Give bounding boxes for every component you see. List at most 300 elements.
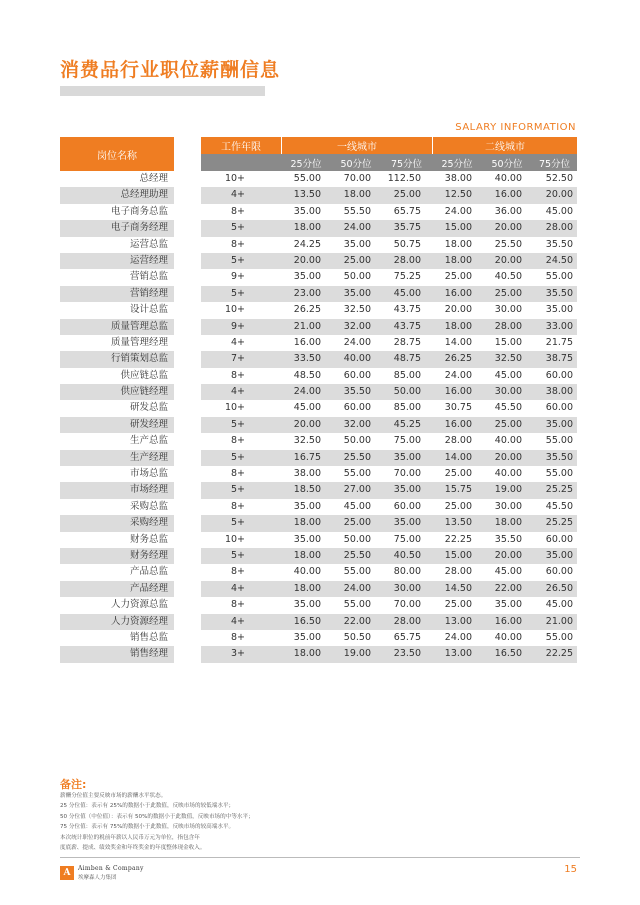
row-values — [201, 351, 577, 367]
years-cell: 8+ — [230, 205, 245, 217]
position-name: 采购总监 — [129, 500, 168, 512]
t1-p75-cell: 65.75 — [393, 631, 421, 643]
t2-p75-cell: 33.00 — [545, 320, 573, 332]
t2-p75-cell: 55.00 — [545, 468, 573, 480]
t2-p25-cell: 24.00 — [444, 631, 472, 643]
t2-p75-cell: 45.50 — [545, 500, 573, 512]
position-name: 人力资源总监 — [110, 599, 168, 611]
row-values — [201, 253, 577, 269]
t1-p25-cell: 23.00 — [293, 287, 321, 299]
t1-p75-cell: 28.00 — [393, 615, 421, 627]
row-values — [201, 646, 577, 662]
t2-p25-cell: 28.00 — [444, 566, 472, 578]
t1-p25-cell: 18.00 — [293, 222, 321, 234]
t2-p25-cell: 12.50 — [444, 189, 472, 201]
years-cell: 8+ — [230, 435, 245, 447]
t1-p25-cell: 33.50 — [293, 353, 321, 365]
position-name: 电子商务总监 — [110, 205, 168, 217]
t2-p75-cell: 55.00 — [545, 435, 573, 447]
table-row — [0, 466, 640, 482]
table-row — [0, 351, 640, 367]
t2-p75-cell: 45.00 — [545, 205, 573, 217]
t2-p50-cell: 19.00 — [494, 484, 522, 496]
table-row — [0, 335, 640, 351]
t1-p50-cell: 55.00 — [343, 599, 371, 611]
t2-p75-cell: 35.00 — [545, 304, 573, 316]
t1-p75-cell: 75.25 — [393, 271, 421, 283]
table-row — [0, 417, 640, 433]
notes-text — [60, 791, 254, 853]
t1-p50-cell: 70.00 — [343, 173, 371, 184]
position-name: 生产经理 — [60, 450, 174, 466]
position-name: 设计总监 — [129, 304, 168, 316]
row-values — [201, 548, 577, 564]
t1-p25-cell: 16.75 — [293, 451, 321, 463]
row-values — [201, 450, 577, 466]
t1-p25-cell: 21.00 — [293, 320, 321, 332]
footer-divider — [60, 857, 580, 858]
table-row — [0, 400, 640, 416]
position-name: 供应链经理 — [60, 384, 174, 400]
t2-p75-cell: 24.50 — [545, 254, 573, 266]
t2-p25-cell: 24.00 — [444, 369, 472, 381]
t1-p75-cell: 35.00 — [393, 451, 421, 463]
t2-p50-cell: 40.00 — [494, 631, 522, 643]
t2-p75-cell: 35.50 — [545, 238, 573, 250]
t1-p25-cell: 35.00 — [293, 500, 321, 512]
t2-p50-cell: 20.00 — [494, 222, 522, 234]
t1-p75-cell: 35.75 — [393, 222, 421, 234]
t1-p25-cell: 26.25 — [293, 304, 321, 316]
position-name: 采购经理 — [60, 515, 174, 531]
t2-p50-cell: 30.00 — [494, 500, 522, 512]
t2-p50-cell: 16.50 — [494, 648, 522, 660]
years-cell: 5+ — [230, 287, 245, 299]
position-name: 质量管理总监 — [60, 319, 174, 335]
t1-p75-cell: 43.75 — [393, 304, 421, 316]
years-cell: 5+ — [230, 222, 245, 234]
t1-p75-cell: 70.00 — [393, 468, 421, 480]
note-line: 本次统计职位的税前年薪以人民币万元为单位，指包含年 — [60, 834, 200, 841]
t2-p25-cell: 22.25 — [444, 533, 472, 545]
note-line: 75 分位值：表示有 75%的数据小于此数值，反映市场的较高端水平。 — [60, 824, 235, 831]
table-row — [0, 597, 640, 613]
t2-p50-cell: 16.00 — [494, 189, 522, 201]
years-cell: 5+ — [230, 484, 245, 496]
t2-p75-cell: 60.00 — [545, 369, 573, 381]
t1-p50-cell: 25.00 — [343, 254, 371, 266]
t2-p50-cell: 40.00 — [494, 435, 522, 447]
t1-p25-cell: 18.00 — [293, 582, 321, 594]
position-name: 销售总监 — [129, 631, 168, 643]
t1-p75-cell: 28.00 — [393, 254, 421, 266]
position-name: 产品经理 — [60, 581, 174, 597]
t1-p75-cell: 40.50 — [393, 549, 421, 561]
t2-p25-cell: 14.00 — [444, 336, 472, 348]
table-row — [0, 171, 640, 187]
years-cell: 8+ — [230, 369, 245, 381]
t1-p50-cell: 24.00 — [343, 582, 371, 594]
row-values — [201, 466, 577, 482]
t2-p25-cell: 25.00 — [444, 599, 472, 611]
t1-p25-cell: 40.00 — [293, 566, 321, 578]
t2-p75-cell: 60.00 — [545, 402, 573, 414]
row-values — [201, 532, 577, 548]
t1-p75-cell: 43.75 — [393, 320, 421, 332]
row-values — [201, 237, 577, 253]
t2-p25-cell: 24.00 — [444, 205, 472, 217]
salary-table-body — [0, 171, 640, 663]
table-row — [0, 237, 640, 253]
years-cell: 10+ — [224, 402, 245, 414]
t2-p25-cell: 13.00 — [444, 648, 472, 660]
row-values — [201, 220, 577, 236]
table-row — [0, 532, 640, 548]
t1-p75-cell: 28.75 — [393, 336, 421, 348]
t2-p25-cell: 15.75 — [444, 484, 472, 496]
table-row — [0, 515, 640, 531]
years-cell: 8+ — [230, 500, 245, 512]
t2-p50-cell: 32.50 — [494, 353, 522, 365]
years-cell: 10+ — [224, 533, 245, 545]
t2-p50-cell: 16.00 — [494, 615, 522, 627]
t2-p75-cell: 26.50 — [545, 582, 573, 594]
years-cell: 4+ — [230, 386, 245, 398]
t1-p75-cell: 50.00 — [393, 386, 421, 398]
t2-p75-cell: 35.50 — [545, 287, 573, 299]
position-name: 质量管理经理 — [110, 336, 168, 348]
table-row — [0, 548, 640, 564]
t1-p25-cell: 18.00 — [293, 648, 321, 660]
t2-p75-cell: 22.25 — [545, 648, 573, 660]
t2-p75-cell: 28.00 — [545, 222, 573, 234]
table-row — [0, 614, 640, 630]
t2-p25-cell: 18.00 — [444, 238, 472, 250]
row-values — [201, 630, 577, 646]
t1-p75-cell: 75.00 — [393, 533, 421, 545]
t1-p75-cell: 70.00 — [393, 599, 421, 611]
table-row — [0, 319, 640, 335]
t1-p25-cell: 35.00 — [293, 533, 321, 545]
position-name: 销售经理 — [60, 646, 174, 662]
t2-p25-cell: 14.50 — [444, 582, 472, 594]
row-values — [201, 187, 577, 203]
row-values — [201, 614, 577, 630]
position-name: 产品总监 — [129, 566, 168, 578]
t2-p75-cell: 55.00 — [545, 631, 573, 643]
header-t1-p50: 50分位 — [331, 154, 381, 171]
t1-p75-cell: 50.75 — [393, 238, 421, 250]
position-name: 总经理 — [139, 173, 168, 184]
t1-p25-cell: 20.00 — [293, 254, 321, 266]
years-cell: 8+ — [230, 599, 245, 611]
t1-p25-cell: 18.00 — [293, 517, 321, 529]
t1-p50-cell: 60.00 — [343, 369, 371, 381]
t1-p50-cell: 50.00 — [343, 533, 371, 545]
header-t2-p75: 75分位 — [532, 154, 577, 171]
t1-p50-cell: 32.00 — [343, 418, 371, 430]
t2-p75-cell: 55.00 — [545, 271, 573, 283]
t1-p75-cell: 60.00 — [393, 500, 421, 512]
company-name-cn: 埃摩森人力集团 — [78, 875, 117, 881]
t2-p75-cell: 20.00 — [545, 189, 573, 201]
t2-p25-cell: 28.00 — [444, 435, 472, 447]
table-row — [0, 253, 640, 269]
position-name: 运营经理 — [60, 253, 174, 269]
t1-p25-cell: 18.00 — [293, 549, 321, 561]
t1-p50-cell: 24.00 — [343, 222, 371, 234]
table-row — [0, 433, 640, 449]
table-row — [0, 269, 640, 285]
row-values — [201, 368, 577, 384]
t2-p50-cell: 45.50 — [494, 402, 522, 414]
t1-p50-cell: 24.00 — [343, 336, 371, 348]
t2-p25-cell: 16.00 — [444, 418, 472, 430]
header-t2-p25: 25分位 — [432, 154, 482, 171]
t1-p50-cell: 27.00 — [343, 484, 371, 496]
t2-p50-cell: 22.00 — [494, 582, 522, 594]
table-row — [0, 302, 640, 318]
page-title: 消费品行业职位薪酬信息 — [60, 59, 281, 81]
t1-p75-cell: 85.00 — [393, 402, 421, 414]
t1-p25-cell: 20.00 — [293, 418, 321, 430]
t1-p50-cell: 32.50 — [343, 304, 371, 316]
table-row — [0, 581, 640, 597]
t1-p50-cell: 50.00 — [343, 435, 371, 447]
t1-p25-cell: 18.50 — [293, 484, 321, 496]
years-cell: 9+ — [230, 271, 245, 283]
row-values — [201, 302, 577, 318]
t1-p75-cell: 75.00 — [393, 435, 421, 447]
t2-p50-cell: 25.00 — [494, 418, 522, 430]
years-cell: 10+ — [224, 304, 245, 316]
row-values — [201, 499, 577, 515]
t1-p25-cell: 48.50 — [293, 369, 321, 381]
years-cell: 8+ — [230, 566, 245, 578]
t1-p50-cell: 55.00 — [343, 566, 371, 578]
t2-p25-cell: 38.00 — [444, 173, 472, 184]
t1-p50-cell: 40.00 — [343, 353, 371, 365]
position-name: 电子商务经理 — [60, 220, 174, 236]
years-cell: 4+ — [230, 336, 245, 348]
t2-p25-cell: 15.00 — [444, 549, 472, 561]
t2-p25-cell: 13.00 — [444, 615, 472, 627]
t2-p50-cell: 25.00 — [494, 287, 522, 299]
t1-p50-cell: 19.00 — [343, 648, 371, 660]
t1-p50-cell: 35.50 — [343, 386, 371, 398]
t1-p50-cell: 35.00 — [343, 238, 371, 250]
note-line: 50 分位值（中位值）：表示有 50%的数据小于此数值，反映市场的中等水平； — [60, 813, 254, 820]
t1-p50-cell: 55.00 — [343, 468, 371, 480]
t1-p75-cell: 112.50 — [387, 173, 421, 184]
position-name: 总经理助理 — [60, 187, 174, 203]
t1-p75-cell: 80.00 — [393, 566, 421, 578]
page-number: 15 — [564, 864, 577, 875]
years-cell: 4+ — [230, 582, 245, 594]
t1-p25-cell: 55.00 — [293, 173, 321, 184]
years-cell: 3+ — [230, 648, 245, 660]
table-row — [0, 368, 640, 384]
t1-p50-cell: 60.00 — [343, 402, 371, 414]
table-row — [0, 450, 640, 466]
t1-p50-cell: 25.50 — [343, 549, 371, 561]
t2-p75-cell: 21.00 — [545, 615, 573, 627]
company-logo-icon: A — [60, 866, 74, 880]
t1-p50-cell: 50.50 — [343, 631, 371, 643]
row-values — [201, 204, 577, 220]
t1-p75-cell: 35.00 — [393, 517, 421, 529]
t1-p50-cell: 25.50 — [343, 451, 371, 463]
t1-p25-cell: 35.00 — [293, 631, 321, 643]
row-values — [201, 433, 577, 449]
row-values — [201, 482, 577, 498]
position-name: 营销经理 — [60, 286, 174, 302]
t2-p25-cell: 25.00 — [444, 500, 472, 512]
t2-p50-cell: 40.00 — [494, 173, 522, 184]
years-cell: 5+ — [230, 254, 245, 266]
t2-p25-cell: 15.00 — [444, 222, 472, 234]
row-values — [201, 515, 577, 531]
t1-p25-cell: 24.25 — [293, 238, 321, 250]
t2-p75-cell: 60.00 — [545, 533, 573, 545]
position-name: 市场总监 — [129, 468, 168, 480]
t1-p75-cell: 45.00 — [393, 287, 421, 299]
position-name: 人力资源经理 — [60, 614, 174, 630]
position-name: 财务经理 — [60, 548, 174, 564]
table-row — [0, 646, 640, 662]
t1-p25-cell: 35.00 — [293, 271, 321, 283]
t2-p75-cell: 60.00 — [545, 566, 573, 578]
t2-p75-cell: 52.50 — [545, 173, 573, 184]
t1-p75-cell: 45.25 — [393, 418, 421, 430]
t2-p25-cell: 18.00 — [444, 254, 472, 266]
t1-p50-cell: 22.00 — [343, 615, 371, 627]
t2-p25-cell: 25.00 — [444, 271, 472, 283]
years-cell: 5+ — [230, 549, 245, 561]
position-name: 行销策划总监 — [60, 351, 174, 367]
t2-p50-cell: 40.50 — [494, 271, 522, 283]
t1-p50-cell: 55.50 — [343, 205, 371, 217]
header-tier1-city: 一线城市 — [281, 137, 432, 154]
t1-p50-cell: 45.00 — [343, 500, 371, 512]
t2-p50-cell: 25.50 — [494, 238, 522, 250]
t1-p50-cell: 35.00 — [343, 287, 371, 299]
t1-p50-cell: 25.00 — [343, 517, 371, 529]
t2-p50-cell: 45.00 — [494, 566, 522, 578]
t2-p50-cell: 40.00 — [494, 468, 522, 480]
t2-p75-cell: 21.75 — [545, 336, 573, 348]
years-cell: 7+ — [230, 353, 245, 365]
t1-p50-cell: 32.00 — [343, 320, 371, 332]
t1-p25-cell: 35.00 — [293, 205, 321, 217]
t2-p50-cell: 20.00 — [494, 549, 522, 561]
years-cell: 9+ — [230, 320, 245, 332]
t2-p75-cell: 25.25 — [545, 484, 573, 496]
note-line: 25 分位值：表示有 25%的数据小于此数值，反映市场的较低端水平； — [60, 803, 235, 810]
years-cell: 8+ — [230, 468, 245, 480]
t1-p75-cell: 23.50 — [393, 648, 421, 660]
section-label: SALARY INFORMATION — [455, 122, 576, 133]
t2-p50-cell: 30.00 — [494, 304, 522, 316]
years-cell: 8+ — [230, 238, 245, 250]
position-name: 市场经理 — [60, 482, 174, 498]
t2-p75-cell: 35.00 — [545, 549, 573, 561]
position-name: 生产总监 — [129, 435, 168, 447]
t2-p25-cell: 25.00 — [444, 468, 472, 480]
header-years: 工作年限 — [201, 137, 281, 154]
header-position: 岗位名称 — [60, 137, 174, 171]
t2-p25-cell: 13.50 — [444, 517, 472, 529]
years-cell: 4+ — [230, 189, 245, 201]
t2-p75-cell: 38.00 — [545, 386, 573, 398]
t2-p75-cell: 35.50 — [545, 451, 573, 463]
years-cell: 4+ — [230, 615, 245, 627]
t2-p75-cell: 38.75 — [545, 353, 573, 365]
note-line: 度底薪、提成、绩效奖金和年终奖金的年度整体现金收入。 — [60, 845, 206, 852]
table-row — [0, 499, 640, 515]
t1-p25-cell: 35.00 — [293, 599, 321, 611]
row-values — [201, 384, 577, 400]
t1-p75-cell: 35.00 — [393, 484, 421, 496]
t1-p25-cell: 45.00 — [293, 402, 321, 414]
table-row — [0, 384, 640, 400]
table-row — [0, 482, 640, 498]
t2-p50-cell: 36.00 — [494, 205, 522, 217]
row-values — [201, 269, 577, 285]
t1-p25-cell: 38.00 — [293, 468, 321, 480]
position-name: 营销总监 — [129, 271, 168, 283]
row-values — [201, 417, 577, 433]
t1-p75-cell: 65.75 — [393, 205, 421, 217]
table-row — [0, 286, 640, 302]
t2-p25-cell: 18.00 — [444, 320, 472, 332]
note-line: 薪酬分位值主要反映市场的薪酬水平状态。 — [60, 793, 167, 799]
row-values — [201, 400, 577, 416]
table-row — [0, 630, 640, 646]
t2-p50-cell: 18.00 — [494, 517, 522, 529]
t2-p25-cell: 16.00 — [444, 287, 472, 299]
t1-p25-cell: 24.00 — [293, 386, 321, 398]
row-values — [201, 319, 577, 335]
t1-p75-cell: 30.00 — [393, 582, 421, 594]
title-underline-bar — [60, 86, 265, 96]
t1-p25-cell: 16.50 — [293, 615, 321, 627]
t2-p50-cell: 35.00 — [494, 599, 522, 611]
years-cell: 5+ — [230, 418, 245, 430]
t2-p25-cell: 30.75 — [444, 402, 472, 414]
notes-title: 备注: — [60, 778, 87, 791]
header-tier2-city: 二线城市 — [432, 137, 577, 154]
years-cell: 5+ — [230, 451, 245, 463]
t1-p50-cell: 18.00 — [343, 189, 371, 201]
position-name: 研发总监 — [129, 402, 168, 414]
t2-p50-cell: 45.00 — [494, 369, 522, 381]
t1-p75-cell: 85.00 — [393, 369, 421, 381]
t2-p25-cell: 26.25 — [444, 353, 472, 365]
t2-p50-cell: 28.00 — [494, 320, 522, 332]
t1-p75-cell: 48.75 — [393, 353, 421, 365]
t2-p75-cell: 35.00 — [545, 418, 573, 430]
row-values — [201, 286, 577, 302]
t2-p50-cell: 20.00 — [494, 254, 522, 266]
t1-p25-cell: 32.50 — [293, 435, 321, 447]
row-values — [201, 171, 577, 187]
t2-p50-cell: 35.50 — [494, 533, 522, 545]
t2-p25-cell: 20.00 — [444, 304, 472, 316]
t2-p25-cell: 16.00 — [444, 386, 472, 398]
t1-p50-cell: 50.00 — [343, 271, 371, 283]
row-values — [201, 564, 577, 580]
